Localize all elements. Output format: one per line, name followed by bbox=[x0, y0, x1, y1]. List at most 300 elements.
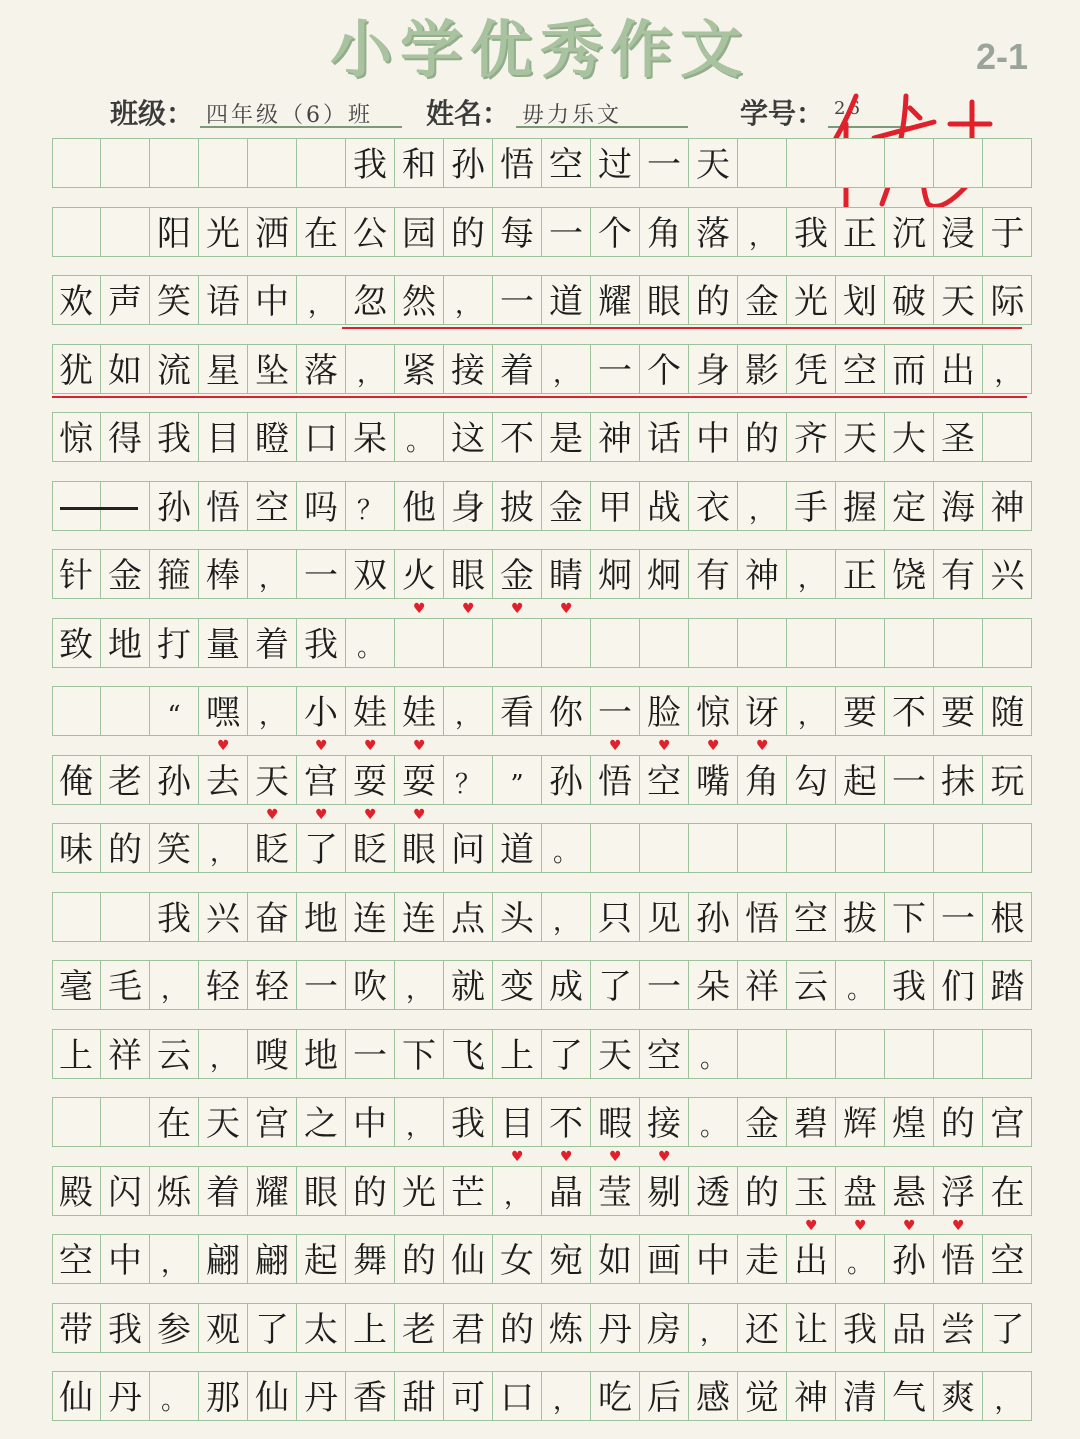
grid-cell: 天 bbox=[591, 1029, 640, 1079]
grid-cell: 嘿 bbox=[199, 686, 248, 736]
grid-cell: 目 bbox=[493, 1097, 542, 1147]
grid-cell: 火 bbox=[395, 549, 444, 599]
grid-cell: ， bbox=[297, 275, 346, 325]
grid-cell: 的 bbox=[689, 275, 738, 325]
grid-cell: 之 bbox=[297, 1097, 346, 1147]
grid-cell: 俺 bbox=[52, 755, 101, 805]
grid-cell: 光 bbox=[199, 207, 248, 257]
grid-cell: 棒 bbox=[199, 549, 248, 599]
grid-cell: 踏 bbox=[990, 967, 1025, 1007]
grid-cell: 让 bbox=[787, 1303, 836, 1353]
grid-cell: 闪 bbox=[101, 1166, 150, 1216]
grid-cell: 的 bbox=[738, 412, 787, 462]
grid-cell: 祥 bbox=[101, 1029, 150, 1079]
grid-cell: ？ bbox=[346, 481, 395, 531]
grid-cell: 如 bbox=[591, 1234, 640, 1284]
grid-cell bbox=[738, 823, 787, 873]
grid-cell: 毛 bbox=[101, 960, 150, 1010]
grid-cell bbox=[640, 618, 689, 668]
grid-cell: 和 bbox=[395, 138, 444, 188]
grid-cell: 口 bbox=[493, 1371, 542, 1421]
grid-cell: ” bbox=[493, 755, 542, 805]
grid-cell bbox=[101, 481, 150, 531]
grid-cell: 勾 bbox=[787, 755, 836, 805]
grid-cell bbox=[689, 823, 738, 873]
grid-cell: 了 bbox=[591, 960, 640, 1010]
grid-cell: 随 bbox=[990, 693, 1025, 733]
grid-row bbox=[52, 1371, 1032, 1439]
grid-cell: 点 bbox=[444, 892, 493, 942]
grid-cell: 暇 bbox=[591, 1097, 640, 1147]
grid-cell bbox=[787, 823, 836, 873]
grid-cell: 凭 bbox=[787, 344, 836, 394]
grid-cell: 在 bbox=[990, 1172, 1025, 1213]
grid-cell: 轻 bbox=[248, 960, 297, 1010]
grid-cell: 孙 bbox=[542, 755, 591, 805]
grid-cell bbox=[983, 1029, 1032, 1079]
grid-cell: 欢 bbox=[52, 275, 101, 325]
grid-cell: 甜 bbox=[395, 1371, 444, 1421]
id-value: 26 bbox=[828, 98, 914, 128]
grid-cell: 金 bbox=[101, 549, 150, 599]
grid-cell: 莹 bbox=[591, 1166, 640, 1216]
grid-cell: 坠 bbox=[248, 344, 297, 394]
grid-cell: 悬 bbox=[885, 1166, 934, 1216]
grid-cell: 呆 bbox=[346, 412, 395, 462]
grid-cell: 有 bbox=[934, 549, 983, 599]
grid-cell: 毫 bbox=[52, 960, 101, 1010]
grid-cell: 一 bbox=[591, 344, 640, 394]
grid-cell: 不 bbox=[493, 412, 542, 462]
grid-cell: 炯 bbox=[591, 549, 640, 599]
grid-cell: 际 bbox=[990, 282, 1025, 322]
grid-cell: 下 bbox=[885, 892, 934, 942]
grid-cell: 破 bbox=[885, 275, 934, 325]
grid-cell: 见 bbox=[640, 892, 689, 942]
grid-cell: 去 bbox=[199, 755, 248, 805]
heart-mark-icon: ♥ bbox=[560, 1149, 573, 1165]
grid-cell: 浸 bbox=[934, 207, 983, 257]
grid-cell: 是 bbox=[542, 412, 591, 462]
grid-cell: 惊 bbox=[689, 686, 738, 736]
grid-cell: 的 bbox=[934, 1097, 983, 1147]
grid-cell: 云 bbox=[787, 960, 836, 1010]
grid-cell: 个 bbox=[591, 207, 640, 257]
grid-cell bbox=[885, 1029, 934, 1079]
grid-cell: 天 bbox=[836, 412, 885, 462]
grid-cell: 起 bbox=[297, 1234, 346, 1284]
grid-cell bbox=[836, 138, 885, 188]
grid-cell: 犹 bbox=[52, 344, 101, 394]
grid-row bbox=[52, 755, 1032, 823]
heart-mark-icon: ♥ bbox=[609, 738, 622, 754]
heart-mark-icon: ♥ bbox=[364, 738, 377, 754]
grid-cell: 神 bbox=[591, 412, 640, 462]
grid-cell: 口 bbox=[297, 412, 346, 462]
grid-cell: 煌 bbox=[885, 1097, 934, 1147]
heart-mark-icon: ♥ bbox=[315, 806, 328, 823]
grid-cell: 悟 bbox=[199, 481, 248, 531]
grid-cell bbox=[885, 138, 934, 188]
grid-cell bbox=[983, 412, 1032, 462]
name-value: 毋力乐文 bbox=[516, 98, 688, 128]
grid-cell: 要 bbox=[934, 686, 983, 736]
grid-cell: 着 bbox=[248, 618, 297, 668]
grid-cell: 箍 bbox=[150, 549, 199, 599]
grid-cell bbox=[248, 138, 297, 188]
grid-cell: 了 bbox=[542, 1029, 591, 1079]
grid-cell: 道 bbox=[542, 275, 591, 325]
grid-cell: 嘴 bbox=[689, 755, 738, 805]
grid-cell: 金 bbox=[493, 549, 542, 599]
grid-cell: 致 bbox=[52, 618, 101, 668]
grid-cell: 出 bbox=[934, 344, 983, 394]
grid-cell bbox=[983, 618, 1032, 668]
grid-cell bbox=[444, 618, 493, 668]
grid-cell: 金 bbox=[738, 1097, 787, 1147]
grid-cell: 笑 bbox=[150, 823, 199, 873]
heart-mark-icon: ♥ bbox=[413, 601, 426, 617]
grid-cell: 神 bbox=[787, 1371, 836, 1421]
grid-cell: 语 bbox=[199, 275, 248, 325]
grid-cell: ， bbox=[542, 892, 591, 942]
grid-cell: ， bbox=[787, 686, 836, 736]
grid-cell bbox=[52, 1097, 101, 1147]
grid-cell: 女 bbox=[493, 1234, 542, 1284]
grid-cell: 头 bbox=[493, 892, 542, 942]
grid-row bbox=[52, 1303, 1032, 1371]
grid-cell: 我 bbox=[101, 1303, 150, 1353]
grid-cell: 成 bbox=[542, 960, 591, 1010]
grid-cell: 一 bbox=[934, 892, 983, 942]
grid-cell: 爽 bbox=[934, 1371, 983, 1421]
grid-cell bbox=[738, 618, 787, 668]
grid-cell: ， bbox=[787, 549, 836, 599]
heart-mark-icon: ♥ bbox=[266, 806, 279, 823]
grid-cell: 娃 bbox=[346, 686, 395, 736]
grid-cell: 披 bbox=[493, 481, 542, 531]
grid-cell bbox=[983, 138, 1032, 188]
grid-cell: 出 bbox=[787, 1234, 836, 1284]
grid-cell: 神 bbox=[990, 487, 1025, 528]
grid-cell: 玩 bbox=[990, 761, 1025, 802]
grid-cell bbox=[836, 618, 885, 668]
grid-cell: 饶 bbox=[885, 549, 934, 599]
grid-cell: 地 bbox=[101, 618, 150, 668]
grid-cell bbox=[787, 1029, 836, 1079]
grid-cell: 奋 bbox=[248, 892, 297, 942]
heart-mark-icon: ♥ bbox=[609, 1149, 622, 1165]
grid-cell: 这 bbox=[444, 412, 493, 462]
grid-cell: 身 bbox=[444, 481, 493, 531]
grid-cell: 炼 bbox=[542, 1303, 591, 1353]
red-underline-mark bbox=[342, 327, 1022, 329]
grid-cell: 金 bbox=[542, 481, 591, 531]
grid-cell: 握 bbox=[836, 481, 885, 531]
grid-cell: 小 bbox=[297, 686, 346, 736]
grid-cell: 宫 bbox=[990, 1104, 1025, 1144]
grid-cell bbox=[101, 138, 150, 188]
grid-cell: 丹 bbox=[591, 1303, 640, 1353]
grid-cell: 老 bbox=[395, 1303, 444, 1353]
grid-cell: 香 bbox=[346, 1371, 395, 1421]
grid-cell bbox=[836, 1029, 885, 1079]
grid-cell: 而 bbox=[885, 344, 934, 394]
grid-cell: 得 bbox=[101, 412, 150, 462]
grid-cell: 目 bbox=[199, 412, 248, 462]
grid-cell: 孙 bbox=[885, 1234, 934, 1284]
grid-cell: 耀 bbox=[248, 1166, 297, 1216]
grid-cell bbox=[52, 686, 101, 736]
grid-cell: ， bbox=[994, 1386, 1021, 1416]
grid-cell: 着 bbox=[199, 1166, 248, 1216]
grid-cell bbox=[52, 892, 101, 942]
grid-cell: 房 bbox=[640, 1303, 689, 1353]
grid-cell bbox=[885, 618, 934, 668]
grid-cell: 祥 bbox=[738, 960, 787, 1010]
grid-cell: 眨 bbox=[248, 823, 297, 873]
grid-cell: 落 bbox=[689, 207, 738, 257]
grid-cell: 我 bbox=[150, 412, 199, 462]
grid-cell: 每 bbox=[493, 207, 542, 257]
grid-cell: 带 bbox=[52, 1303, 101, 1353]
grid-cell: 看 bbox=[493, 686, 542, 736]
heart-mark-icon: ♥ bbox=[413, 738, 426, 754]
grid-cell: 圣 bbox=[934, 412, 983, 462]
grid-cell: 如 bbox=[101, 344, 150, 394]
heart-mark-icon: ♥ bbox=[511, 601, 524, 617]
grid-cell: 衣 bbox=[689, 481, 738, 531]
grid-cell bbox=[836, 823, 885, 873]
grid-cell bbox=[934, 1029, 983, 1079]
grid-cell: 空 bbox=[52, 1234, 101, 1284]
grid-cell: 划 bbox=[836, 275, 885, 325]
grid-cell: 中 bbox=[248, 275, 297, 325]
grid-cell: 空 bbox=[990, 1241, 1025, 1281]
grid-cell bbox=[52, 207, 101, 257]
grid-cell: 。 bbox=[836, 960, 885, 1010]
grid-cell: 着 bbox=[493, 344, 542, 394]
grid-cell: 光 bbox=[787, 275, 836, 325]
grid-cell: 只 bbox=[591, 892, 640, 942]
grid-cell: 我 bbox=[346, 138, 395, 188]
grid-row bbox=[52, 1234, 1032, 1302]
grid-cell: 接 bbox=[444, 344, 493, 394]
grid-cell: 。 bbox=[346, 618, 395, 668]
grid-cell: 下 bbox=[395, 1029, 444, 1079]
grid-cell: 道 bbox=[493, 823, 542, 873]
grid-cell: 尝 bbox=[934, 1303, 983, 1353]
grid-cell: 可 bbox=[444, 1371, 493, 1421]
grid-cell: 了 bbox=[297, 823, 346, 873]
grid-cell: 一 bbox=[297, 960, 346, 1010]
heart-mark-icon: ♥ bbox=[560, 601, 573, 617]
grid-row bbox=[52, 549, 1032, 617]
grid-cell: 声 bbox=[101, 275, 150, 325]
heart-mark-icon: ♥ bbox=[462, 601, 475, 617]
page-title: 小学优秀作文 bbox=[329, 13, 750, 86]
grid-cell bbox=[52, 138, 101, 188]
grid-cell: 觉 bbox=[738, 1371, 787, 1421]
grid-cell bbox=[297, 138, 346, 188]
grid-cell: 话 bbox=[640, 412, 689, 462]
grid-cell: 连 bbox=[395, 892, 444, 942]
grid-cell: 我 bbox=[297, 618, 346, 668]
grid-cell: 芒 bbox=[444, 1166, 493, 1216]
grid-cell: 笑 bbox=[150, 275, 199, 325]
heart-mark-icon: ♥ bbox=[511, 1149, 524, 1165]
grid-cell: 抹 bbox=[934, 755, 983, 805]
grid-cell: 一 bbox=[640, 960, 689, 1010]
grid-cell: 的 bbox=[738, 1166, 787, 1216]
grid-cell: 上 bbox=[493, 1029, 542, 1079]
grid-cell: 双 bbox=[346, 549, 395, 599]
grid-cell: ， bbox=[493, 1166, 542, 1216]
grid-cell: 晶 bbox=[542, 1166, 591, 1216]
grid-cell: 要 bbox=[836, 686, 885, 736]
heart-mark-icon: ♥ bbox=[805, 1217, 818, 1234]
grid-cell: 定 bbox=[885, 481, 934, 531]
grid-cell: 盘 bbox=[836, 1166, 885, 1216]
grid-row bbox=[52, 344, 1032, 412]
grid-cell: 齐 bbox=[787, 412, 836, 462]
grid-cell: ， bbox=[542, 344, 591, 394]
grid-row bbox=[52, 618, 1032, 686]
grid-cell: 画 bbox=[640, 1234, 689, 1284]
grid-cell: 我 bbox=[885, 960, 934, 1010]
heart-mark-icon: ♥ bbox=[903, 1217, 916, 1234]
grid-cell: 一 bbox=[297, 549, 346, 599]
grid-cell: ， bbox=[738, 481, 787, 531]
grid-cell: 天 bbox=[248, 755, 297, 805]
grid-cell bbox=[150, 138, 199, 188]
grid-cell: 们 bbox=[934, 960, 983, 1010]
grid-row bbox=[52, 1166, 1032, 1234]
grid-cell: 就 bbox=[444, 960, 493, 1010]
grid-cell: 正 bbox=[836, 549, 885, 599]
grid-cell: 耍 bbox=[346, 755, 395, 805]
grid-cell: 身 bbox=[689, 344, 738, 394]
grid-cell: ， bbox=[994, 358, 1021, 389]
grid-row bbox=[52, 823, 1032, 891]
grid-cell: ， bbox=[248, 549, 297, 599]
grid-cell: 气 bbox=[885, 1371, 934, 1421]
heart-mark-icon: ♥ bbox=[413, 806, 426, 823]
grid-cell: 翩 bbox=[248, 1234, 297, 1284]
grid-cell: 悟 bbox=[738, 892, 787, 942]
grid-cell: 吗 bbox=[297, 481, 346, 531]
heart-mark-icon: ♥ bbox=[707, 738, 720, 754]
grid-cell: 战 bbox=[640, 481, 689, 531]
grid-cell: 于 bbox=[990, 213, 1025, 254]
grid-cell bbox=[787, 138, 836, 188]
grid-cell: 我 bbox=[444, 1097, 493, 1147]
grid-cell: 走 bbox=[738, 1234, 787, 1284]
grid-cell: 角 bbox=[640, 207, 689, 257]
grid-cell: 讶 bbox=[738, 686, 787, 736]
grid-cell: 忽 bbox=[346, 275, 395, 325]
grid-cell: 吹 bbox=[346, 960, 395, 1010]
grid-cell: 一 bbox=[493, 275, 542, 325]
grid-cell bbox=[934, 823, 983, 873]
page-number: 2-1 bbox=[975, 36, 1028, 77]
grid-cell bbox=[591, 618, 640, 668]
grid-cell: 上 bbox=[52, 1029, 101, 1079]
grid-cell: 打 bbox=[150, 618, 199, 668]
grid-cell: 在 bbox=[150, 1097, 199, 1147]
grid-cell: 参 bbox=[150, 1303, 199, 1353]
grid-cell: 丹 bbox=[101, 1371, 150, 1421]
grid-cell: ， bbox=[689, 1303, 738, 1353]
grid-cell: 还 bbox=[738, 1303, 787, 1353]
grid-cell: 玉 bbox=[787, 1166, 836, 1216]
grid-cell: 辉 bbox=[836, 1097, 885, 1147]
dash-mark bbox=[52, 481, 101, 531]
class-label: 班级： bbox=[110, 97, 195, 130]
grid-cell: 浮 bbox=[934, 1166, 983, 1216]
grid-cell: 一 bbox=[885, 755, 934, 805]
grid-cell: ， bbox=[444, 275, 493, 325]
grid-cell: 园 bbox=[395, 207, 444, 257]
grid-cell: 一 bbox=[591, 686, 640, 736]
grid-cell: 剔 bbox=[640, 1166, 689, 1216]
grid-cell bbox=[738, 1029, 787, 1079]
grid-cell: “ bbox=[150, 686, 199, 736]
grid-cell: 甲 bbox=[591, 481, 640, 531]
heart-mark-icon: ♥ bbox=[756, 738, 769, 754]
grid-cell: 脸 bbox=[640, 686, 689, 736]
grid-cell bbox=[101, 892, 150, 942]
grid-cell: 味 bbox=[52, 823, 101, 873]
grid-cell bbox=[934, 618, 983, 668]
grid-cell: 根 bbox=[990, 898, 1025, 939]
grid-cell: 天 bbox=[934, 275, 983, 325]
grid-cell: ， bbox=[346, 344, 395, 394]
grid-cell: 拔 bbox=[836, 892, 885, 942]
grid-cell: 。 bbox=[836, 1234, 885, 1284]
grid-cell: ， bbox=[542, 1371, 591, 1421]
grid-cell: 金 bbox=[738, 275, 787, 325]
grid-cell: 。 bbox=[395, 412, 444, 462]
grid-cell bbox=[101, 1097, 150, 1147]
grid-cell: 他 bbox=[395, 481, 444, 531]
grid-cell: 。 bbox=[689, 1097, 738, 1147]
grid-cell: 星 bbox=[199, 344, 248, 394]
grid-cell bbox=[640, 823, 689, 873]
grid-cell: 耍 bbox=[395, 755, 444, 805]
grid-cell: 有 bbox=[689, 549, 738, 599]
grid-cell: 个 bbox=[640, 344, 689, 394]
grid-cell: 在 bbox=[297, 207, 346, 257]
grid-cell: 紧 bbox=[395, 344, 444, 394]
grid-cell: ， bbox=[395, 960, 444, 1010]
heart-mark-icon: ♥ bbox=[658, 738, 671, 754]
grid-cell: 仙 bbox=[52, 1371, 101, 1421]
grid-cell: 吃 bbox=[591, 1371, 640, 1421]
grid-cell: ， bbox=[150, 960, 199, 1010]
grid-cell: 眼 bbox=[297, 1166, 346, 1216]
grid-cell: 影 bbox=[738, 344, 787, 394]
grid-cell: 朵 bbox=[689, 960, 738, 1010]
grid-cell: 清 bbox=[836, 1371, 885, 1421]
grid-cell: 品 bbox=[885, 1303, 934, 1353]
heart-mark-icon: ♥ bbox=[658, 1149, 671, 1165]
class-value: 四年级（6）班 bbox=[200, 98, 402, 128]
grid-cell: 太 bbox=[297, 1303, 346, 1353]
grid-cell: 碧 bbox=[787, 1097, 836, 1147]
grid-row bbox=[52, 1097, 1032, 1165]
grid-cell: ， bbox=[444, 686, 493, 736]
